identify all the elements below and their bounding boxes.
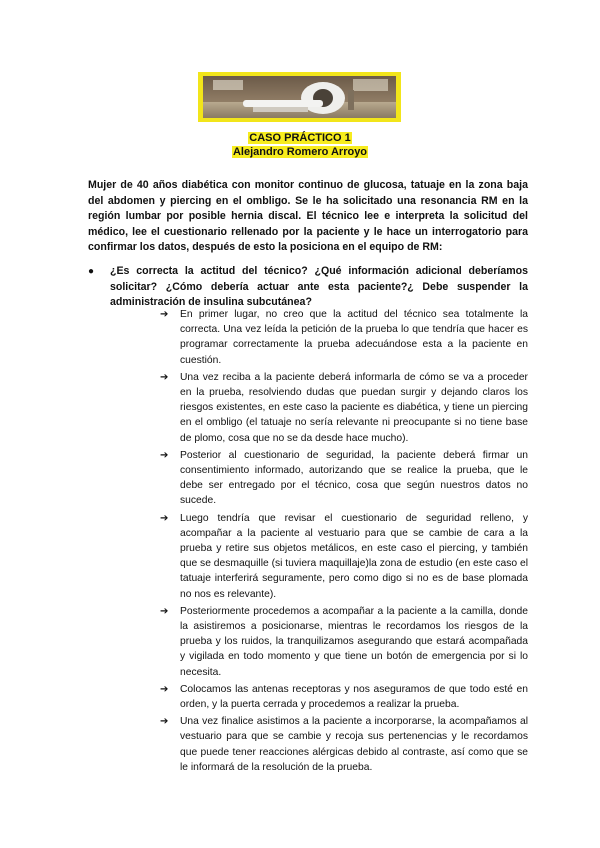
arrow-icon: ➔ bbox=[160, 309, 169, 320]
answer-text: Una vez finalice asistimos a la paciente a incorporarse, la acompañamos al vestuario para que se cambie y recoja sus pertenencias y le recordamos que puede tener reacciones alérgicas debido al contraste, así como que se le informará de la resolución de la prueba. bbox=[180, 716, 528, 773]
header-banner bbox=[198, 72, 401, 122]
answer-item bbox=[160, 448, 528, 509]
case-description: Mujer de 40 años diabética con monitor continuo de glucosa, tatuaje en la zona baja del abdomen y piercing en el ombligo. Se le ha solicitado una resonancia RM en la región lumbar por posible hernia discal. El técnico lee e interpreta la solicitud del médico, lee el cuestionario rellenado por la paciente y le hace un interrogatorio para confirmar los datos, después de esto la posiciona en el equipo de RM: bbox=[88, 179, 528, 253]
answer-list bbox=[160, 307, 528, 777]
answer-text: En primer lugar, no creo que la actitud del técnico sea totalmente la correcta. Una vez leída la petición de la prueba lo que tendría que hacer es programar correctamente la prueba adecuándose esta a la paciente en cuestión. bbox=[180, 309, 528, 366]
question-bullet: ● bbox=[88, 266, 95, 277]
document-header bbox=[0, 131, 600, 159]
arrow-icon: ➔ bbox=[160, 605, 169, 617]
document-title: CASO PRÁCTICO 1 bbox=[249, 132, 351, 144]
arrow-icon: ➔ bbox=[160, 683, 169, 695]
answer-text: Una vez reciba a la paciente deberá informarla de cómo se va a proceder en la prueba, resolviendo dudas que puedan surgir y dejando claros los riesgos existentes, en este caso la paciente es diabética, y tiene un piercing en el ombligo (el tatuaje no sería relevante ni preocupante si no tiene base de plomo, cosa que no se da desde hace mucho). bbox=[180, 371, 528, 444]
answer-text: Luego tendría que revisar el cuestionario de seguridad relleno, y acompañar a la paciente al vestuario para que se cambie de cara a la prueba y retire sus objetos metálicos, en este caso el piercing, y también que se desmaquille (si tuviera maquillaje)la zona de estudio (en este caso el tatuaje interferirá seguramente, pero como digo si no es de base plomada no nos es relevante). bbox=[180, 512, 529, 600]
mri-room-photo bbox=[203, 76, 396, 118]
answer-item bbox=[160, 714, 528, 775]
answer-item bbox=[160, 511, 528, 602]
arrow-icon: ➔ bbox=[160, 371, 169, 383]
answer-text: Posterior al cuestionario de seguridad, la paciente deberá firmar un consentimiento informado, autorizando que se realice la prueba, que le debe ser entregado por el técnico, cosa que según nuestros datos no sucede. bbox=[180, 449, 528, 507]
arrow-icon: ➔ bbox=[160, 716, 169, 728]
answer-item bbox=[160, 682, 528, 712]
arrow-icon: ➔ bbox=[160, 512, 169, 524]
answer-item bbox=[160, 604, 528, 680]
answer-text: Posteriormente procedemos a acompañar a la paciente a la camilla, donde la asistiremos a posicionarse, mientras le recordamos los riesgos de la prueba y los ruidos, la tranquilizamos asegurando que estará acompañada y vigilada en todo momento y que tiene un botón de emergencia por si lo necesita. bbox=[180, 605, 528, 678]
arrow-icon: ➔ bbox=[160, 449, 169, 461]
answer-text: Colocamos las antenas receptoras y nos aseguramos de que todo esté en orden, y la puerta cerrada y procedemos a realizar la prueba. bbox=[180, 683, 528, 711]
mri-room-illustration bbox=[203, 76, 396, 118]
case-question: ¿Es correcta la actitud del técnico? ¿Qué información adicional deberíamos solicitar? ¿Cómo debería actuar ante esta paciente?¿ Debe suspender la administración de insulina subcutánea? bbox=[110, 265, 528, 308]
document-author: Alejandro Romero Arroyo bbox=[232, 146, 368, 158]
answer-item bbox=[160, 307, 528, 368]
answer-item bbox=[160, 370, 528, 446]
